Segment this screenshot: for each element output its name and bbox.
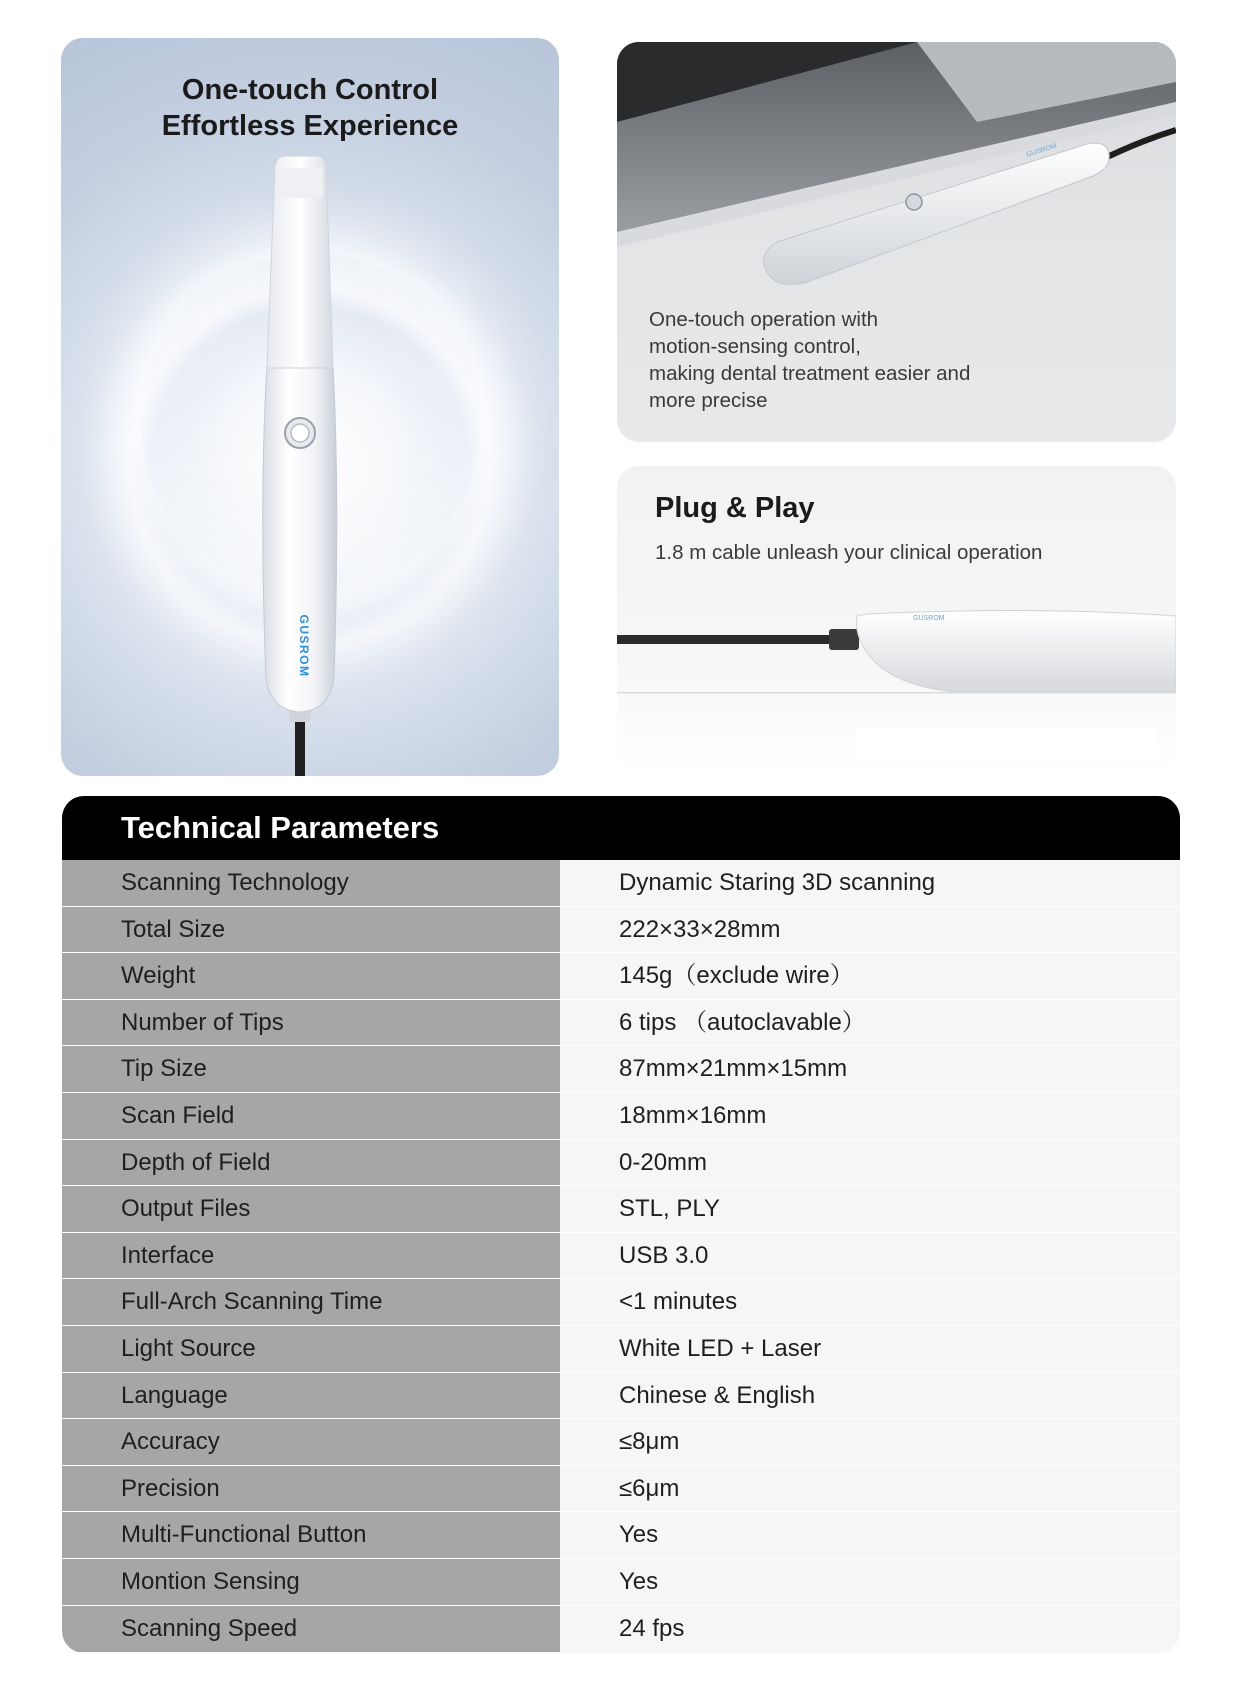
svg-text:GUSROM: GUSROM [1025, 142, 1058, 159]
param-label: Depth of Field [62, 1140, 560, 1187]
param-label: Number of Tips [62, 1000, 560, 1047]
table-row [62, 1093, 1180, 1140]
param-value: 24 fps [560, 1606, 1180, 1653]
param-label: Language [62, 1373, 560, 1420]
param-value: 6 tips （autoclavable） [560, 1000, 1180, 1047]
table-row [62, 1046, 1180, 1093]
table-row [62, 860, 1180, 907]
table-row [62, 1466, 1180, 1513]
motion-description [649, 306, 1049, 414]
param-label: Interface [62, 1233, 560, 1280]
param-label: Accuracy [62, 1419, 560, 1466]
param-value: Chinese & English [560, 1373, 1180, 1420]
param-label: Light Source [62, 1326, 560, 1373]
param-value: STL, PLY [560, 1186, 1180, 1233]
technical-parameters-table [62, 796, 1180, 1653]
param-label: Weight [62, 953, 560, 1000]
table-row [62, 907, 1180, 954]
hero-card [61, 38, 559, 776]
param-label: Precision [62, 1466, 560, 1513]
table-row [62, 1000, 1180, 1047]
table-row [62, 1606, 1180, 1653]
motion-text-line: making dental treatment easier and [649, 362, 971, 385]
motion-card [617, 42, 1176, 442]
table-row [62, 1326, 1180, 1373]
param-value: Dynamic Staring 3D scanning [560, 860, 1180, 907]
param-value: 0-20mm [560, 1140, 1180, 1187]
param-value: <1 minutes [560, 1279, 1180, 1326]
param-label: Total Size [62, 907, 560, 954]
param-label: Scanning Technology [62, 860, 560, 907]
scanner-image [61, 38, 559, 776]
table-title: Technical Parameters [62, 796, 1180, 860]
param-label: Scanning Speed [62, 1606, 560, 1653]
svg-text:GUSROM: GUSROM [913, 615, 945, 622]
table-row [62, 1186, 1180, 1233]
motion-text-line: One-touch operation with [649, 308, 879, 331]
param-label: Multi-Functional Button [62, 1512, 560, 1559]
param-value: 18mm×16mm [560, 1093, 1180, 1140]
hero-title-line2: Effortless Experience [161, 110, 459, 142]
table-row [62, 1233, 1180, 1280]
param-value: ≤8μm [560, 1419, 1180, 1466]
plug-play-subtitle: 1.8 m cable unleash your clinical operation [655, 541, 1043, 564]
table-row [62, 1419, 1180, 1466]
param-label: Scan Field [62, 1093, 560, 1140]
table-row [62, 1559, 1180, 1606]
param-value: 145g（exclude wire） [560, 953, 1180, 1000]
param-label: Output Files [62, 1186, 560, 1233]
table-row [62, 1512, 1180, 1559]
table-row [62, 1140, 1180, 1187]
plug-play-card [617, 466, 1176, 772]
cable-scanner-image [617, 466, 1176, 772]
plug-play-title: Plug & Play [655, 492, 815, 524]
table-row [62, 1279, 1180, 1326]
table-row [62, 953, 1180, 1000]
param-value: USB 3.0 [560, 1233, 1180, 1280]
param-value: 87mm×21mm×15mm [560, 1046, 1180, 1093]
param-value: 222×33×28mm [560, 907, 1180, 954]
param-value: White LED + Laser [560, 1326, 1180, 1373]
param-value: ≤6μm [560, 1466, 1180, 1513]
hero-title-line1: One-touch Control [181, 74, 439, 106]
table-row [62, 1373, 1180, 1420]
param-label: Montion Sensing [62, 1559, 560, 1606]
motion-text-line: more precise [649, 389, 768, 412]
param-value: Yes [560, 1512, 1180, 1559]
laptop-scanner-image [617, 42, 1176, 302]
brand-logo: GUSROM [297, 614, 311, 678]
table-body [62, 860, 1180, 1652]
param-label: Full-Arch Scanning Time [62, 1279, 560, 1326]
param-label: Tip Size [62, 1046, 560, 1093]
motion-text-line: motion-sensing control, [649, 335, 861, 358]
param-value: Yes [560, 1559, 1180, 1606]
